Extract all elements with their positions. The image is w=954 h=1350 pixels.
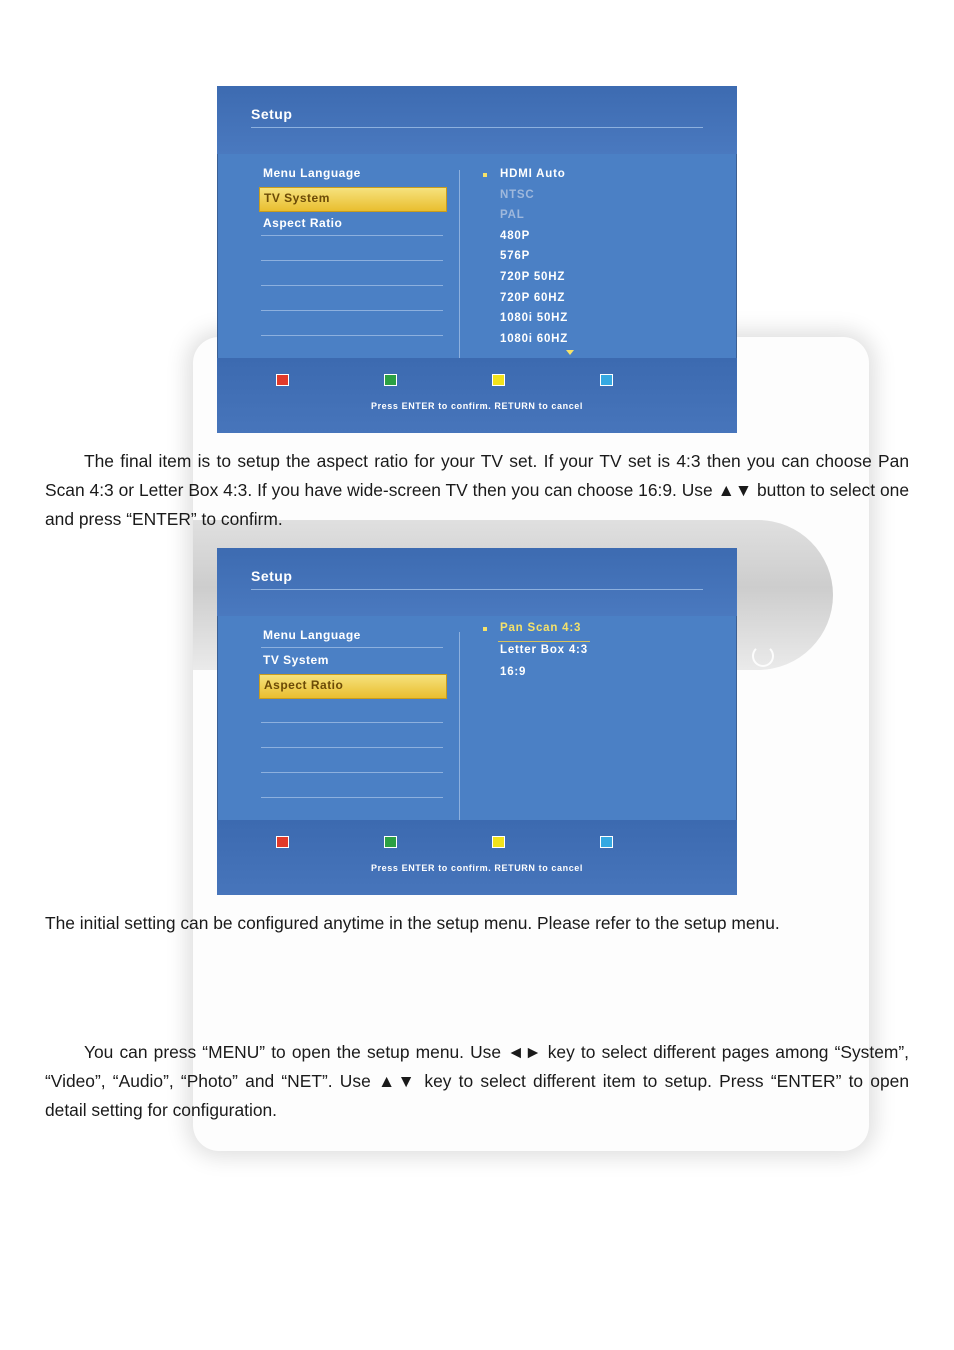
menu-underline — [261, 235, 443, 236]
setup-screen-tv-system — [217, 86, 737, 433]
current-option-marker-icon — [483, 627, 487, 631]
option-720p-50hz[interactable] — [479, 269, 709, 290]
option-576p[interactable] — [479, 248, 709, 269]
screen-header — [217, 548, 737, 616]
menu-item-empty — [259, 312, 447, 337]
column-divider — [459, 170, 460, 358]
menu-item-label: TV System — [264, 191, 330, 205]
menu-item-tv-system[interactable] — [259, 649, 447, 674]
menu-item-empty — [259, 749, 447, 774]
watermark-power-icon — [752, 645, 774, 667]
option-label: 480P — [500, 229, 531, 242]
screen-header — [217, 86, 737, 154]
blue-key-icon — [600, 836, 613, 848]
option-label: Pan Scan 4:3 — [500, 622, 582, 634]
option-1080i-50hz[interactable] — [479, 310, 709, 331]
menu-underline — [261, 722, 443, 723]
menu-item-menu-language[interactable] — [259, 624, 447, 649]
menu-item-tv-system[interactable] — [259, 187, 447, 212]
option-label: PAL — [500, 209, 525, 222]
option-label: 720P 60HZ — [500, 291, 566, 304]
option-1080i-60hz[interactable] — [479, 331, 709, 352]
red-key-icon — [276, 836, 289, 848]
title-divider — [251, 127, 703, 128]
column-divider — [459, 632, 460, 820]
option-16-9[interactable] — [479, 664, 709, 686]
option-label: 720P 50HZ — [500, 270, 566, 283]
tv-system-options — [479, 166, 709, 351]
yellow-key-icon — [492, 836, 505, 848]
option-label: HDMI Auto — [500, 168, 566, 180]
menu-item-label: TV System — [263, 653, 329, 667]
option-label: Letter Box 4:3 — [500, 644, 588, 656]
red-key-icon — [276, 374, 289, 386]
option-label: 576P — [500, 250, 531, 263]
green-key-icon — [384, 374, 397, 386]
option-label: 16:9 — [500, 666, 527, 678]
menu-item-label: Menu Language — [263, 166, 361, 180]
green-key-icon — [384, 836, 397, 848]
menu-underline — [261, 797, 443, 798]
menu-item-label: Aspect Ratio — [264, 678, 344, 692]
option-720p-60hz[interactable] — [479, 290, 709, 311]
screen-footer — [217, 820, 737, 895]
menu-underline — [261, 747, 443, 748]
menu-item-empty — [259, 724, 447, 749]
option-hdmi-auto[interactable] — [479, 166, 709, 187]
setup-menu-list — [259, 162, 447, 337]
menu-item-empty — [259, 699, 447, 724]
blue-key-icon — [600, 374, 613, 386]
option-label: 1080i 50HZ — [500, 312, 569, 325]
screen-footer — [217, 358, 737, 433]
menu-underline — [261, 260, 443, 261]
option-pan-scan[interactable] — [479, 620, 709, 642]
option-label: 1080i 60HZ — [500, 332, 569, 345]
menu-item-empty — [259, 287, 447, 312]
menu-item-empty — [259, 774, 447, 799]
initial-setting-paragraph: The initial setting can be configured anytime in the setup menu. Please refer to the setup menu. — [45, 913, 780, 933]
menu-item-label: Menu Language — [263, 628, 361, 642]
setup-menu-list — [259, 624, 447, 799]
aspect-ratio-options — [479, 620, 709, 686]
menu-item-aspect-ratio[interactable] — [259, 212, 447, 237]
footer-hint: Press ENTER to confirm. RETURN to cancel — [370, 401, 584, 411]
menu-underline — [261, 310, 443, 311]
footer-hint: Press ENTER to confirm. RETURN to cancel — [370, 863, 584, 873]
option-pal[interactable] — [479, 207, 709, 228]
setup-menu-paragraph: You can press “MENU” to open the setup menu. Use ◄► key to select different pages among “System”, “Video”, “Audio”, “Photo” and “NET”. Use ▲▼ key to select different item to setup. Press “ENTER” to open detail setting for configuration. — [45, 1042, 909, 1120]
menu-item-menu-language[interactable] — [259, 162, 447, 187]
title-divider — [251, 589, 703, 590]
aspect-ratio-paragraph: The final item is to setup the aspect ratio for your TV set. If your TV set is 4:3 then you can choose Pan Scan 4:3 or Letter Box 4:3. If you have wide-screen TV then you can choose 16:9. Use ▲▼ button to select one and press “ENTER” to confirm. — [45, 451, 909, 529]
menu-underline — [261, 772, 443, 773]
option-label: NTSC — [500, 188, 535, 201]
menu-item-empty — [259, 237, 447, 262]
option-480p[interactable] — [479, 228, 709, 249]
menu-underline — [261, 335, 443, 336]
menu-item-label: Aspect Ratio — [263, 216, 343, 230]
yellow-key-icon — [492, 374, 505, 386]
menu-item-aspect-ratio[interactable] — [259, 674, 447, 699]
menu-underline — [261, 647, 443, 648]
menu-underline — [261, 285, 443, 286]
menu-item-empty — [259, 262, 447, 287]
option-letter-box[interactable] — [479, 642, 709, 664]
screen-title: Setup — [251, 568, 293, 584]
current-option-marker-icon — [483, 173, 487, 177]
scroll-down-icon[interactable] — [566, 350, 574, 355]
setup-screen-aspect-ratio — [217, 548, 737, 895]
option-ntsc[interactable] — [479, 187, 709, 208]
screen-title: Setup — [251, 106, 293, 122]
